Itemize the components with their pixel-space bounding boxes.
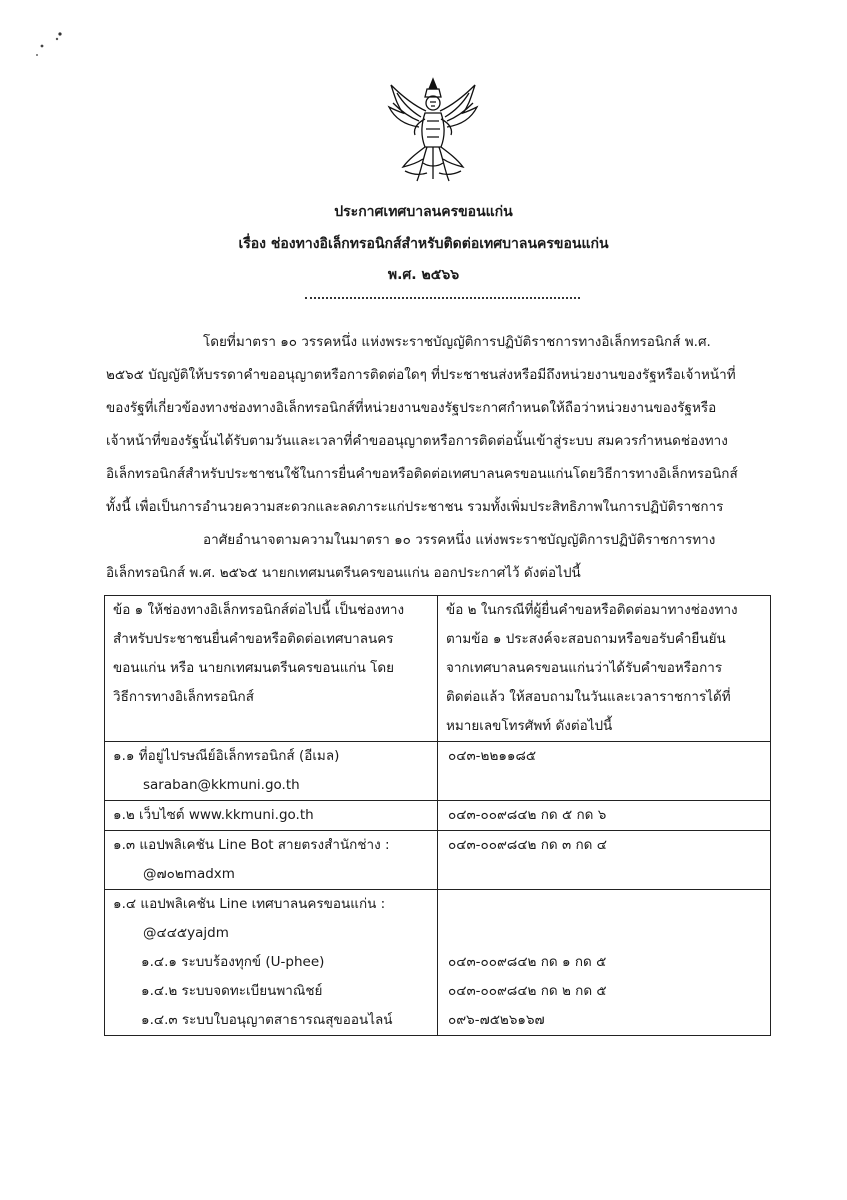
paragraph-line: อาศัยอำนาจตามความในมาตรา ๑๐ วรรคหนึ่ง แห่งพระราชบัญญัติการปฏิบัติราชการทาง [203,532,716,548]
phone-cell [438,831,771,890]
phone-number: ๐๔๓-๐๐๙๘๔๒ กด ๓ กด ๔ [448,837,607,853]
sub-channel: ๑.๔.๑ ระบบร้องทุกข์ (U-phee) [141,954,325,970]
channel-email-cell: ๑.๑ ที่อยู่ไปรษณีย์อิเล็กทรอนิกส์ (อีเมล) saraban@kkmuni.go.th [105,742,438,801]
channel-website-cell: ๑.๒ เว็บไซต์ www.kkmuni.go.th [105,801,438,831]
table-row [105,742,771,801]
channels-table [104,595,771,1036]
authority-paragraph [106,524,776,590]
clause-1-cell: ข้อ ๑ ให้ช่องทางอิเล็กทรอนิกส์ต่อไปนี้ เป็นช่องทาง สำหรับประชาชนยื่นคำขอหรือติดต่อเทศบาลนคร ขอนแก่น หรือ นายกเทศมนตรีนครขอนแก่น โดย วิธีการทางอิเล็กทรอนิกส์ [105,596,438,742]
channel-line-official-cell: ๑.๔ แอปพลิเคชัน Line เทศบาลนครขอนแก่น : @๔๔๕yajdm ๑.๔.๑ ระบบร้องทุกข์ (U-phee) ๑.๔.๒ ระบบจดทะเบียนพาณิชย์ ๑.๔.๓ ระบบใบอนุญาตสาธารณสุขออนไลน์ [105,890,438,1036]
paragraph-line: เจ้าหน้าที่ของรัฐนั้นได้รับตามวันและเวลาที่คำขออนุญาตหรือการติดต่อนั้นเข้าสู่ระบบ สมควรกำหนดช่องทาง [106,433,728,449]
document-subject: เรื่อง ช่องทางอิเล็กทรอนิกส์สำหรับติดต่อเทศบาลนครขอนแก่น [238,236,609,252]
table-row [105,596,771,742]
dotted-divider [305,297,580,299]
phone-number: ๐๔๓-๐๐๙๘๔๒ กด ๑ กด ๕ [448,954,607,970]
phone-cell [438,890,771,1036]
paragraph-line: โดยที่มาตรา ๑๐ วรรคหนึ่ง แห่งพระราชบัญญัติการปฏิบัติราชการทางอิเล็กทรอนิกส์ พ.ศ. [203,334,711,350]
garuda-emblem-icon [383,75,483,185]
table-row [105,801,771,831]
channel-line-bot-cell: ๑.๓ แอปพลิเคชัน Line Bot สายตรงสำนักช่าง : @๗๐๒madxm [105,831,438,890]
preamble-paragraph [106,326,776,524]
phone-number: ๐๔๓-๐๐๙๘๔๒ กด ๒ กด ๕ [448,983,607,999]
document-title: ประกาศเทศบาลนครขอนแก่น [334,204,513,220]
document-year: พ.ศ. ๒๕๖๖ [387,267,460,283]
line-id: @๔๔๕yajdm [143,925,229,941]
phone-number: ๐๔๓-๒๒๑๑๘๕ [448,748,537,764]
table-row [105,831,771,890]
phone-number: ๐๔๓-๐๐๙๘๔๒ กด ๕ กด ๖ [448,807,607,823]
scan-specks [30,28,70,68]
sub-channel: ๑.๔.๓ ระบบใบอนุญาตสาธารณสุขออนไลน์ [141,1012,393,1028]
phone-cell [438,742,771,801]
paragraph-line: อิเล็กทรอนิกส์สำหรับประชาชนใช้ในการยื่นคำขอหรือติดต่อเทศบาลนครขอนแก่นโดยวิธีการทางอิเล็กทรอนิกส์ [106,466,738,482]
paragraph-line: อิเล็กทรอนิกส์ พ.ศ. ๒๕๖๕ นายกเทศมนตรีนครขอนแก่น ออกประกาศไว้ ดังต่อไปนี้ [106,565,581,581]
email-address: saraban@kkmuni.go.th [143,777,300,793]
sub-channel: ๑.๔.๒ ระบบจดทะเบียนพาณิชย์ [141,983,323,999]
paragraph-line: ทั้งนี้ เพื่อเป็นการอำนวยความสะดวกและลดภาระแก่ประชาชน รวมทั้งเพิ่มประสิทธิภาพในการปฏิบัติราชการ [106,499,724,515]
paragraph-line: ๒๕๖๕ บัญญัติให้บรรดาคำขออนุญาตหรือการติดต่อใดๆ ที่ประชาชนส่งหรือมีถึงหน่วยงานของรัฐหรือเจ้าหน้าที่ [106,367,736,383]
phone-cell [438,801,771,831]
phone-number: ๐๙๖-๗๕๒๖๑๖๗ [448,1012,545,1028]
paragraph-line: ของรัฐที่เกี่ยวข้องทางช่องทางอิเล็กทรอนิกส์ที่หน่วยงานของรัฐประกาศกำหนดให้ถือว่าหน่วยงานของรัฐหรือ [106,400,717,416]
table-row [105,890,771,1036]
clause-2-cell: ข้อ ๒ ในกรณีที่ผู้ยื่นคำขอหรือติดต่อมาทางช่องทาง ตามข้อ ๑ ประสงค์จะสอบถามหรือขอรับคำยืนยัน จากเทศบาลนครขอนแก่นว่าได้รับคำขอหรือการ ติดต่อแล้ว ให้สอบถามในวันและเวลาราชการได้ที่ หมายเลขโทรศัพท์ ดังต่อไปนี้ [438,596,771,742]
line-id: @๗๐๒madxm [143,866,235,882]
